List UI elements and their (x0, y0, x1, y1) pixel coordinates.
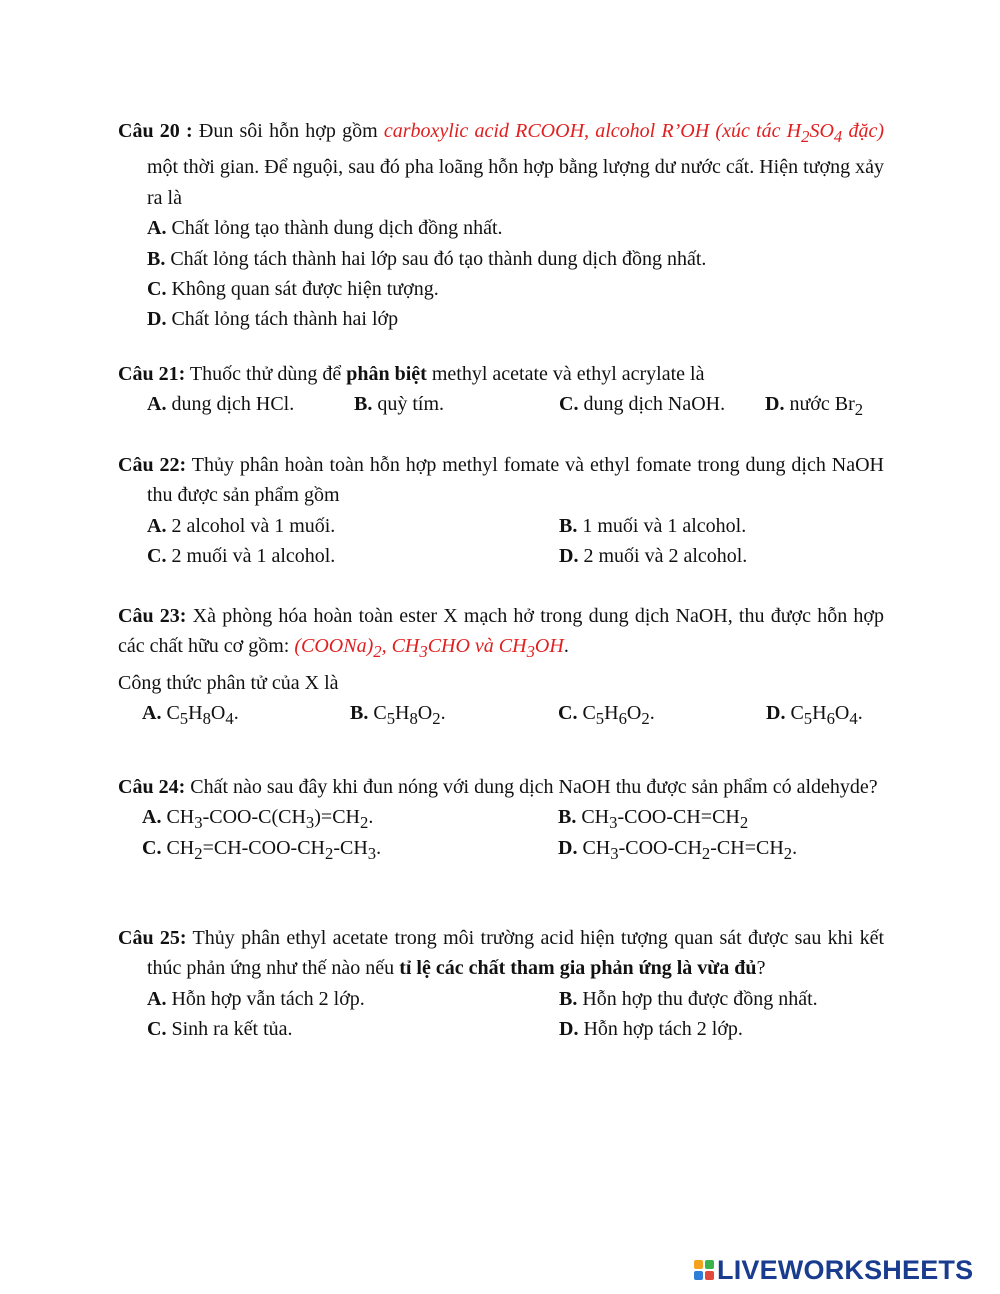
question-25-option-a[interactable]: A. Hỗn hợp vẫn tách 2 lớp. (147, 987, 365, 1010)
question-25-bold-text: tỉ lệ các chất tham gia phản ứng là vừa đủ (399, 957, 757, 980)
question-22-label: Câu 22: (118, 454, 187, 476)
question-23 (118, 601, 884, 729)
question-21-option-d[interactable]: D. nước $Br_2$ (765, 393, 864, 420)
question-21-option-a[interactable]: A. dung dịch HCl. (147, 393, 295, 416)
question-25-stem: Câu 25: Thủy phân ethyl acetate trong môi trường acid hiện tượng quan sát được sau khi kết thúc phản ứng như thế nào nếu tỉ lệ các chất tham gia phản ứng là vừa đủ? (118, 927, 885, 980)
question-20-label: Câu 20 : (118, 120, 193, 142)
question-23-option-d[interactable]: D. $C_5H_6O_4$. (766, 702, 863, 729)
logo-square-1 (694, 1260, 703, 1269)
question-21-bold-text: phân biệt (346, 363, 427, 385)
question-21-option-b[interactable]: B. quỳ tím. (354, 393, 445, 416)
question-22-option-a[interactable]: A. 2 alcohol và 1 muối. (147, 514, 336, 537)
liveworksheets-logo-text: LIVEWORKSHEETS (717, 1254, 974, 1285)
question-24-label: Câu 24: (118, 776, 186, 798)
question-25-option-b[interactable]: B. Hỗn hợp thu được đồng nhất. (559, 987, 818, 1010)
question-20-highlight: carboxylic acid RCOOH, alcohol R’OH (xúc tác $H_2SO_4$ đặc) (383, 120, 884, 146)
logo-square-3 (694, 1271, 703, 1280)
question-23-label: Câu 23: (118, 605, 187, 627)
question-25-option-d[interactable]: D. Hỗn hợp tách 2 lớp. (559, 1018, 743, 1041)
question-22-option-d[interactable]: D. 2 muối và 2 alcohol. (559, 545, 748, 568)
question-24-option-c[interactable]: C. $CH_2=CH-COO-CH_2-CH_3$. (142, 836, 382, 863)
question-24-stem: Câu 24: Chất nào sau đây khi đun nóng với dung dịch NaOH thu được sản phẩm có aldehyde? (118, 776, 878, 798)
question-20-stem (118, 116, 884, 213)
logo-square-4 (705, 1271, 714, 1280)
question-20 (118, 116, 884, 335)
question-20-text: Đun sôi hỗn hợp gồm (192, 120, 384, 142)
question-24-option-b[interactable]: B. $CH_3-COO-CH=CH_2$ (558, 806, 749, 833)
question-22-stem: Câu 22: Thủy phân hoàn toàn hỗn hợp methyl fomate và ethyl fomate trong dung dịch NaOH thu được sản phẩm gồm (118, 454, 884, 507)
question-22-option-c[interactable]: C. 2 muối và 1 alcohol. (147, 545, 336, 568)
question-20-option-c[interactable]: C. Không quan sát được hiện tượng. (147, 278, 439, 301)
liveworksheets-logo-icon (694, 1260, 714, 1280)
question-23-line-2: Công thức phân tử của X là (118, 671, 339, 694)
question-21-label: Câu 21: (118, 363, 186, 385)
question-24 (118, 772, 884, 863)
question-21 (118, 359, 884, 420)
question-20-option-b[interactable]: B. Chất lỏng tách thành hai lớp sau đó tạo thành dung dịch đồng nhất. (147, 247, 707, 270)
question-24-option-d[interactable]: D. $CH_3-COO-CH_2-CH=CH_2$. (558, 836, 798, 863)
question-21-option-c[interactable]: C. dung dịch NaOH. (559, 393, 726, 416)
question-23-highlight: $(COONa)_2$, $CH_3CHO$ và $CH_3OH$ (294, 635, 564, 662)
question-20-option-a[interactable]: A. Chất lỏng tạo thành dung dịch đồng nhất. (147, 217, 503, 240)
question-20-option-d[interactable]: D. Chất lỏng tách thành hai lớp (147, 308, 399, 331)
question-25-label: Câu 25: (118, 927, 187, 949)
question-22-option-b[interactable]: B. 1 muối và 1 alcohol. (559, 514, 747, 537)
question-23-option-b[interactable]: B. $C_5H_8O_2$. (350, 702, 446, 729)
question-23-option-a[interactable]: A. $C_5H_8O_4$. (142, 702, 239, 729)
question-20-text-2: một thời gian. Để nguội, sau đó pha loãng hỗn hợp bằng lượng dư nước cất. Hiện tượng xảy ra là (147, 156, 884, 209)
question-23-stem: Câu 23: Xà phòng hóa hoàn toàn ester X mạch hở trong dung dịch NaOH, thu được hỗn hợp các chất hữu cơ gồm: $(COONa)_2$, $CH_3CHO$ và $CH_3OH$. (118, 605, 885, 662)
question-21-stem: Câu 21: Thuốc thử dùng để phân biệt methyl acetate và ethyl acrylate là (118, 363, 705, 385)
question-22 (118, 450, 884, 572)
question-23-option-c[interactable]: C. $C_5H_6O_2$. (558, 702, 655, 729)
question-25 (118, 923, 884, 1045)
logo-square-2 (705, 1260, 714, 1269)
question-25-option-c[interactable]: C. Sinh ra kết tủa. (147, 1018, 293, 1041)
liveworksheets-logo[interactable] (694, 1256, 973, 1284)
question-24-option-a[interactable]: A. $CH_3-COO-C(CH_3)=CH_2$. (142, 806, 374, 833)
